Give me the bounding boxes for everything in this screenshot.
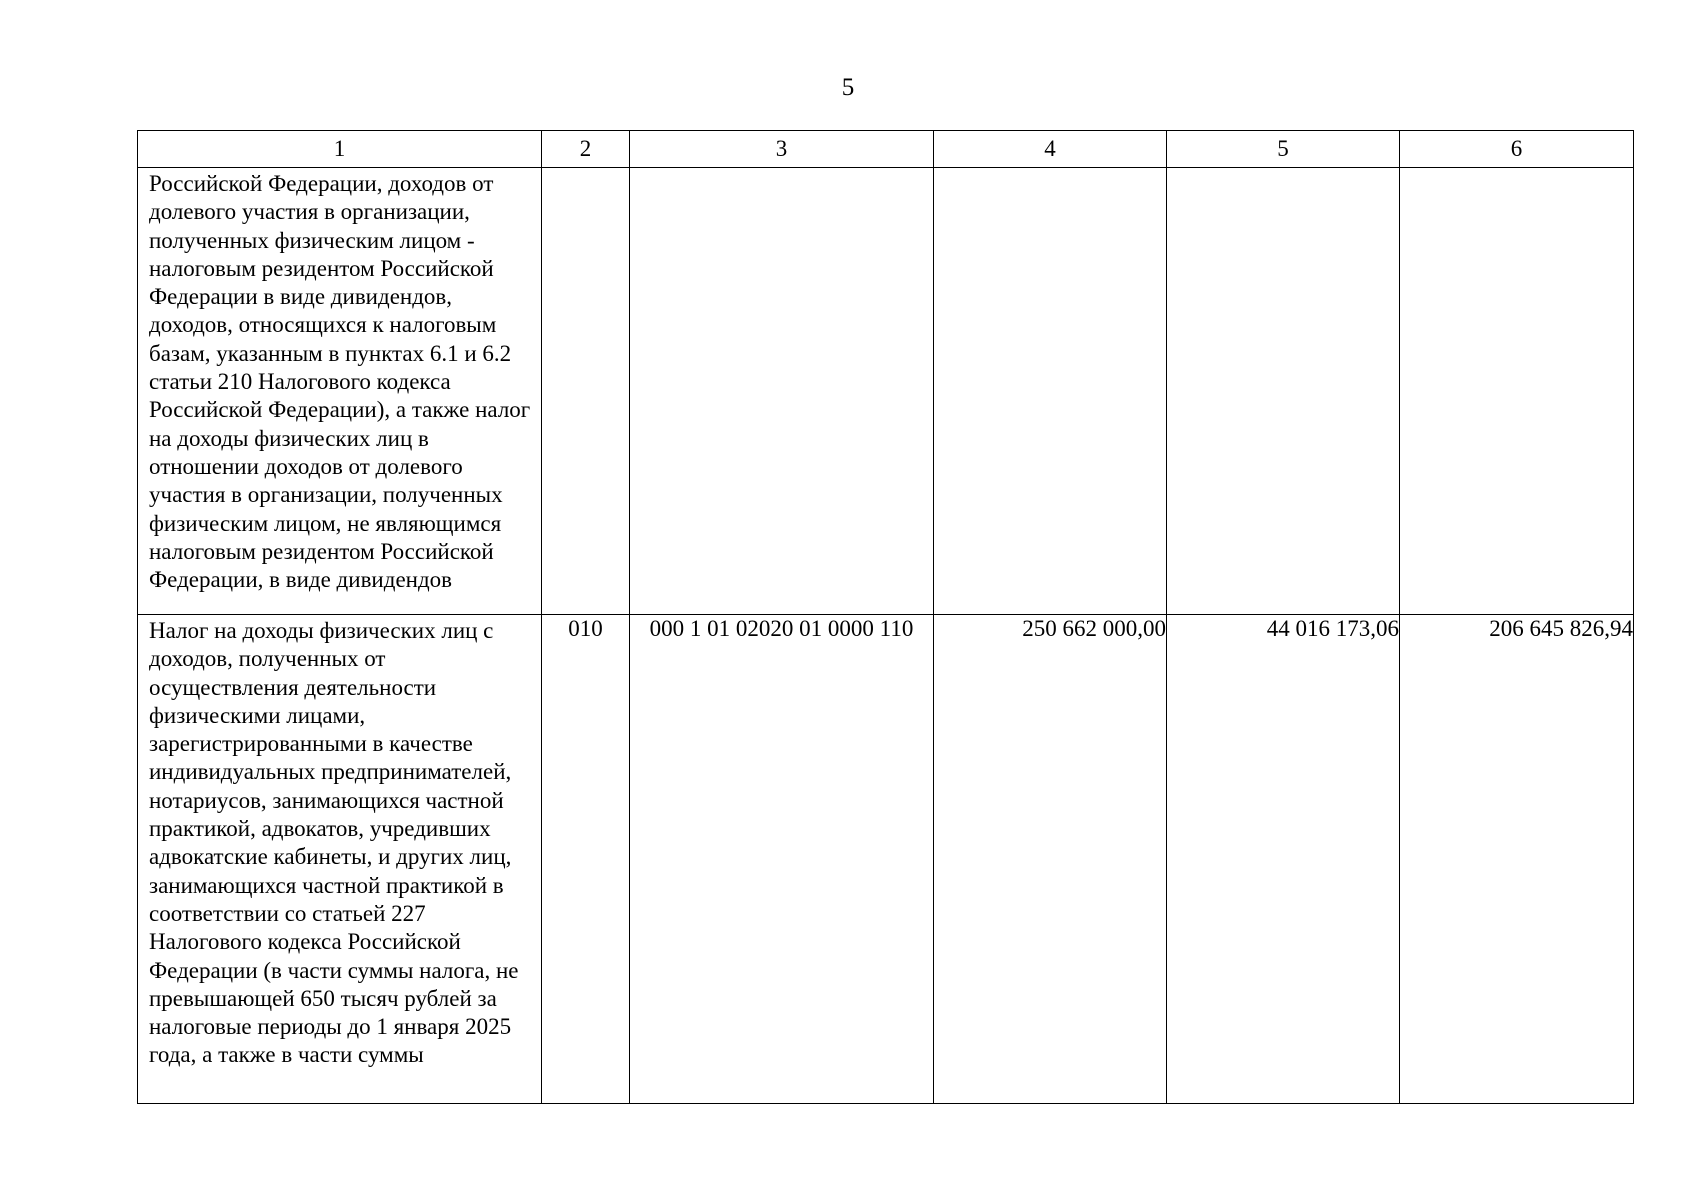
line-code-cell — [542, 168, 630, 615]
column-header: 5 — [1167, 131, 1400, 168]
income-name-cell: Российской Федерации, доходов от долевого участия в организации, полученных физическим лицом - налоговым резидентом Российской Федерации в виде дивидендов, доходов, относящихся к налоговым базам, указанным в пунктах 6.1 и 6.2 статьи 210 Налогового кодекса Российской Федерации), а также налог на доходы физических лиц в отношении доходов от долевого участия в организации, полученных физическим лицом, не являющимся налоговым резидентом Российской Федерации, в виде дивидендов — [138, 168, 542, 615]
table-row — [138, 615, 1634, 1104]
executed-amount-cell — [1167, 168, 1400, 615]
column-header: 1 — [138, 131, 542, 168]
column-header: 3 — [630, 131, 934, 168]
table-header-row — [138, 131, 1634, 168]
income-name-cell: Налог на доходы физических лиц с доходов, полученных от осуществления деятельности физическими лицами, зарегистрированными в качестве индивидуальных предпринимателей, нотариусов, занимающихся частной практикой, адвокатов, учредивших адвокатские кабинеты, и других лиц, занимающихся частной практикой в соответствии со статьей 227 Налогового кодекса Российской Федерации (в части суммы налога, не превышающей 650 тысяч рублей за налоговые периоды до 1 января 2025 года, а также в части суммы — [138, 615, 542, 1104]
budget-classification-code-cell — [630, 168, 934, 615]
line-code-cell: 010 — [542, 615, 630, 1104]
approved-amount-cell: 250 662 000,00 — [934, 615, 1167, 1104]
approved-amount-cell — [934, 168, 1167, 615]
remaining-amount-cell — [1400, 168, 1634, 615]
remaining-amount-cell: 206 645 826,94 — [1400, 615, 1634, 1104]
budget-classification-code-cell: 000 1 01 02020 01 0000 110 — [630, 615, 934, 1104]
column-header: 6 — [1400, 131, 1634, 168]
column-header: 4 — [934, 131, 1167, 168]
budget-table — [137, 130, 1634, 1104]
executed-amount-cell: 44 016 173,06 — [1167, 615, 1400, 1104]
column-header: 2 — [542, 131, 630, 168]
page-number: 5 — [841, 74, 855, 101]
table-row — [138, 168, 1634, 615]
